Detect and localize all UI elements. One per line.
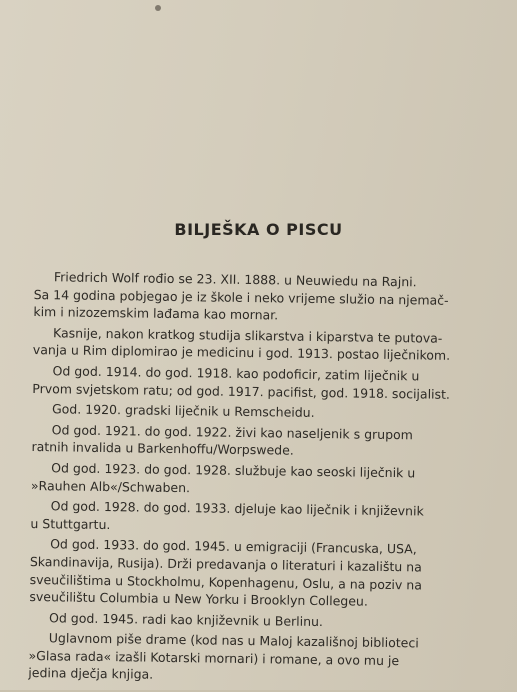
- paragraph: [32, 400, 498, 424]
- author-note-text: [28, 268, 500, 692]
- text-line: Od god. 1933. do god. 1945. u emigraciji (Francuska, USA,: [50, 536, 417, 557]
- text-line: Od god. 1923. do god. 1928. službuje kao seoski liječnik u: [51, 460, 416, 481]
- text-line: Friedrich Wolf rođio se 23. XII. 1888. u Neuwiedu na Rajni.: [53, 269, 417, 290]
- text-line: Uglavnom piše drame (kod nas u Maloj kazališnoj biblioteci: [48, 630, 419, 651]
- text-line: »Rauhen Alb«/Schwaben.: [30, 477, 191, 495]
- text-line: sveučilištima u Stockholmu, Kopenhagenu, Oslu, a na poziv na: [29, 571, 423, 592]
- paragraph: [31, 421, 497, 463]
- text-line: Od god. 1914. do god. 1918. kao podoficir, zatim liječnik u: [52, 363, 420, 384]
- paragraph: [28, 629, 495, 688]
- paragraph: [29, 609, 495, 633]
- text-line: u Stuttgartu.: [30, 515, 111, 532]
- text-line: Od god. 1928. do god. 1933. djeluje kao liječnik i književnik: [50, 498, 424, 519]
- text-line: Od god. 1921. do god. 1922. živi kao naseljenik s grupom: [51, 422, 414, 443]
- text-line: ratnih invalida u Barkenhoffu/Worpswede.: [31, 439, 294, 458]
- text-line: Od god. 1945. radi kao književnik u Berlinu.: [49, 609, 324, 629]
- paragraph: [30, 497, 496, 539]
- text-line: Prvom svjetskom ratu; od god. 1917. pacifist, god. 1918. socijalist.: [32, 380, 451, 402]
- ink-spot: [155, 5, 161, 11]
- text-line: vanja u Rim diplomirao je medicinu i god. 1913. postao liječnikom.: [32, 342, 451, 364]
- paragraph: [29, 535, 496, 612]
- text-line: kim i nizozemskim lađama kao mornar.: [33, 304, 279, 323]
- text-line: Kasnije, nakon kratkog studija slikarstva i kiparstva te putova-: [52, 325, 443, 346]
- text-line: sveučilištu Columbia u New Yorku i Brooklyn Collegeu.: [29, 589, 368, 609]
- paragraph: [33, 268, 500, 327]
- text-line: jedina dječja knjiga.: [28, 665, 154, 683]
- paragraph: [32, 362, 498, 404]
- page-title: BILJEŠKA O PISCU: [174, 220, 343, 239]
- text-line: »Glasa rada« izašli Kotarski mornari) i romane, a ovo mu je: [28, 647, 400, 669]
- text-line: God. 1920. gradski liječnik u Remscheidu.: [51, 401, 315, 421]
- paragraph: [31, 459, 497, 501]
- text-line: Sa 14 godina pobjegao je iz škole i neko vrijeme služio na njemač-: [33, 286, 449, 308]
- paragraph: [33, 324, 499, 366]
- text-line: Skandinavija, Rusija). Drži predavanja o literaturi i kazalištu na: [29, 553, 422, 575]
